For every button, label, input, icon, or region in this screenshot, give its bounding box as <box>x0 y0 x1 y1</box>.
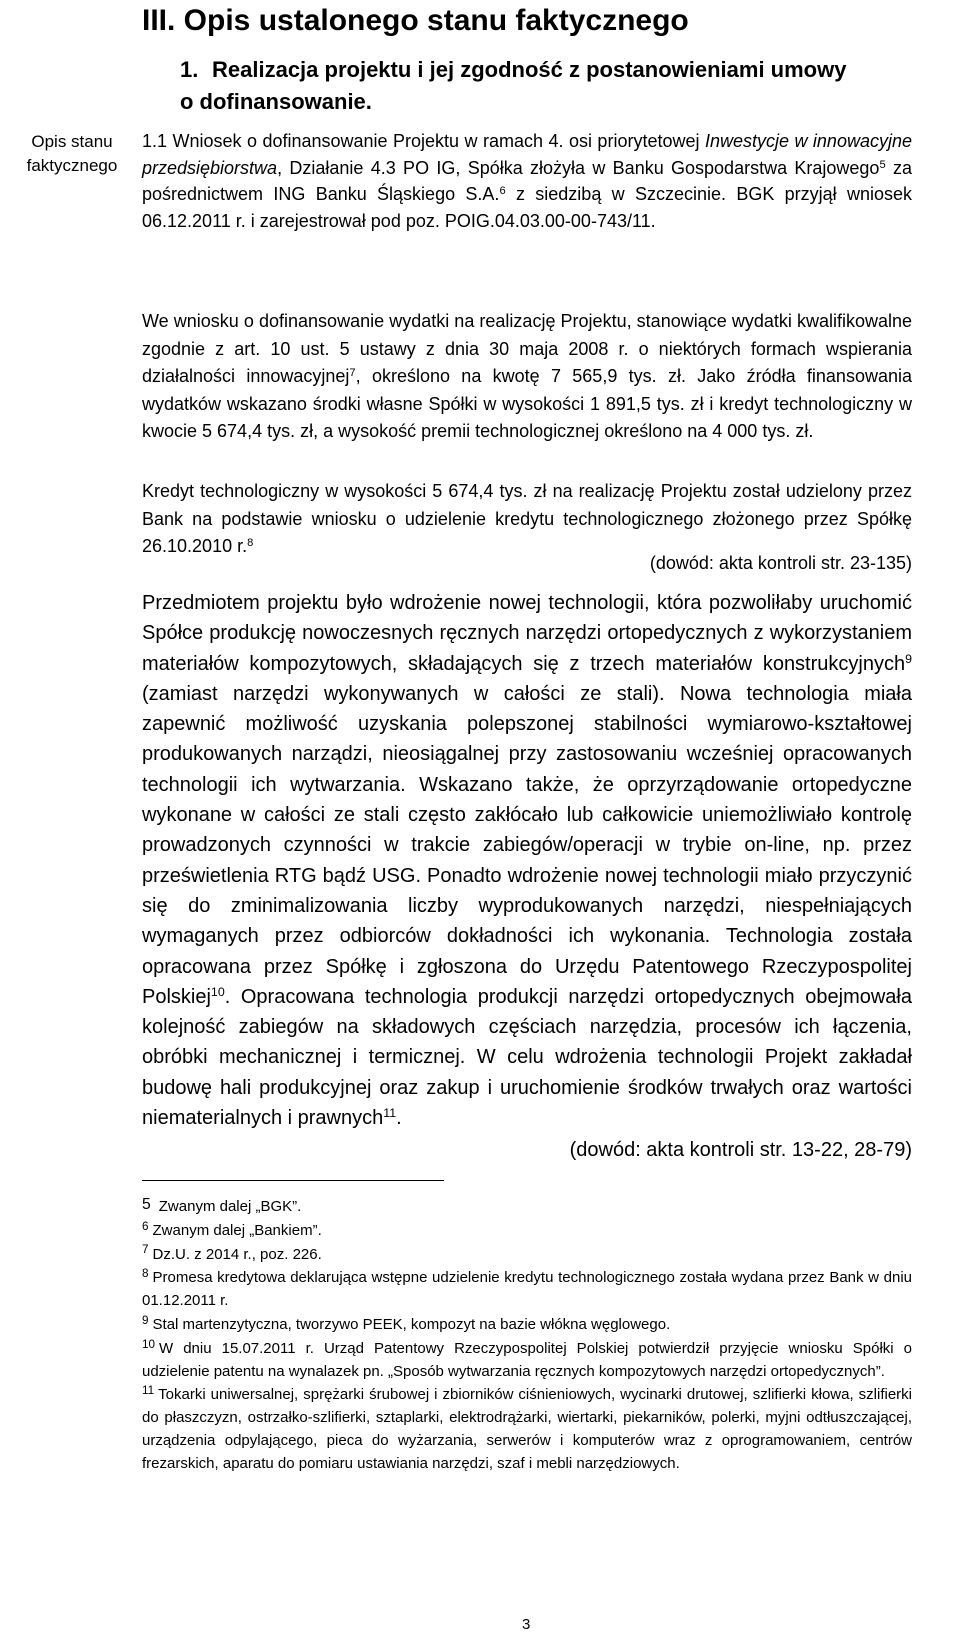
footnote-text: Dz.U. z 2014 r., poz. 226. <box>152 1245 322 1263</box>
para1-text-d: za pośrednictwem ING Banku Śląskiego S.A. <box>142 157 912 204</box>
section-title-line2: o dofinansowanie. <box>180 89 372 114</box>
para1-text-a: 1.1 Wniosek o dofinansowanie Projektu w ramach 4. osi priorytetowej <box>142 131 705 151</box>
footnote-item <box>142 1338 912 1384</box>
footnote-number: 9 <box>142 1313 149 1327</box>
page-number: 3 <box>522 1616 531 1633</box>
footnote-text: Promesa kredytowa deklarująca wstępne udzielenie kredytu technologicznego została wydana przez Bank w dniu 01.12.2011 r. <box>142 1269 912 1310</box>
paragraph-application <box>142 128 912 234</box>
footnote-text: Zwanym dalej „BGK”. <box>158 1198 302 1215</box>
footnote-ref-7[interactable]: 7 <box>349 366 356 379</box>
para4-text-d: . <box>396 1107 402 1130</box>
footnote-number: 10 <box>142 1337 156 1351</box>
para1-text-e: z siedzibą w Szczecinie. BGK przyjął wniosek 06.12.2011 r. i zarejestrował pod poz. POIG.04.03.00-00-743/11. <box>142 184 913 231</box>
section-title <box>180 54 910 118</box>
footnote-ref-9[interactable]: 9 <box>905 651 912 666</box>
para4-text-b: (zamiast narzędzi wykonywanych w całości ze stali). Nowa technologia miała zapewnić możliwość uzyskania polepszonej stabilności wymiarowo-kształtowej produkowanych narządzi, nieosiągalnej przy zastosowaniu wcześniej opracowanych technologii ich wytwarzania. Wskazano także, że oprzyrządowanie ortopedyczne wykonane w całości ze stali często zakłócało lub całkowicie uniemożliwiało kontrolę prowadzonych czynności w trakcie zabiegów/operacji w trybie on-line, np. przez prześwietlenia RTG bądź USG. Ponadto wdrożenie nowej technologii miało przyczynić się do zminimalizowania liczby wyprodukowanych narzędzi, niespełniających wymaganych przez odbiorców dokładności ich wykonania. Technologia została opracowana przez Spółkę i zgłoszona do Urzędu Patentowego Rzeczypospolitej Polskiej <box>142 682 912 1008</box>
footnote-ref-5[interactable]: 5 <box>879 158 886 171</box>
footnote-item <box>142 1267 912 1313</box>
evidence-reference-2: (dowód: akta kontroli str. 13-22, 28-79) <box>569 1139 912 1161</box>
footnote-separator <box>142 1180 444 1181</box>
para2-text-b: , określono na kwotę 7 565,9 tys. zł. Jako źródła finansowania wydatków wskazano środki własne Spółki w wysokości 1 891,5 tys. zł i kredyt technologiczny w kwocie 5 674,4 tys. zł, a wysokość premii technologicznej określono na 4 000 tys. zł. <box>142 366 912 441</box>
footnote-item <box>142 1220 912 1243</box>
footnote-item <box>142 1314 912 1337</box>
section-number: 1. <box>180 57 199 82</box>
para1-axis-name: Inwestycje w innowacyjne przedsiębiorstwa <box>142 131 912 178</box>
footnote-ref-6[interactable]: 6 <box>499 184 506 197</box>
footnote-text: Zwanym dalej „Bankiem”. <box>152 1221 322 1239</box>
section-title-line1: Realizacja projektu i jej zgodność z postanowieniami umowy <box>212 57 847 82</box>
paragraph-project-subject <box>142 588 912 1133</box>
footnote-text: Tokarki uniwersalnej, sprężarki śrubowej i zbiorników ciśnieniowych, wycinarki drutowej, szlifierki kłowa, szlifierki do płaszczyzn, ostrzałko-szlifierki, sztaplarki, elektrodrążarki, wiertarki, piekarników, polerki, myjni odtłuszczającej, urządzenia odpylającego, pieca do wyżarzania, serwerów i komputerów wraz z oprogramowaniem, centrów frezarskich, aparatu do pomiaru ustawiania narzędzi, szaf i mebli narzędziowych. <box>142 1386 912 1472</box>
footnote-ref-10[interactable]: 10 <box>210 985 225 1000</box>
footnote-item <box>142 1244 912 1267</box>
paragraph-expenses <box>142 308 912 446</box>
page-heading: III. Opis ustalonego stanu faktycznego <box>142 4 689 37</box>
footnote-text: W dniu 15.07.2011 r. Urząd Patentowy Rzeczypospolitej Polskiej potwierdził przyjęcie wniosku Spółki o udzielenie patentu na wynalazek pn. „Sposób wytwarzania ręcznych kompozytowych narzędzi ortopedycznych”. <box>142 1339 912 1380</box>
footnote-number: 11 <box>142 1384 155 1398</box>
paragraph-credit <box>142 478 912 561</box>
footnote-number: 7 <box>142 1243 149 1257</box>
para1-text-c: , Działanie 4.3 PO IG, Spółka złożyła w Banku Gospodarstwa Krajowego <box>277 157 880 178</box>
footnote-number: 6 <box>142 1219 149 1233</box>
para3-text-a: Kredyt technologiczny w wysokości 5 674,4 tys. zł na realizację Projektu został udzielony przez Bank na podstawie wniosku o udzielenie kredytu technologicznego złożonego przez Spółkę 26.10.2010 r. <box>142 481 912 556</box>
para4-text-a: Przedmiotem projektu było wdrożenie nowej technologii, która pozwoliłaby uruchomić Spółce produkcję nowoczesnych ręcznych narzędzi ortopedycznych z wykorzystaniem materiałów kompozytowych, składających się z trzech materiałów konstrukcyjnych <box>142 592 912 675</box>
evidence-reference-1: (dowód: akta kontroli str. 23-135) <box>649 553 912 573</box>
para4-text-c: . Opracowana technologia produkcji narzędzi ortopedycznych obejmowała kolejność zabiegów na składowych częściach narzędzia, procesów ich łączenia, obróbki mechanicznej i termicznej. W celu wdrożenia technologii Projekt zakładał budowę hali produkcyjnej oraz zakup i uruchomienie środków trwałych oraz wartości niematerialnych i prawnych <box>142 985 912 1130</box>
footnote-number: 8 <box>142 1267 149 1281</box>
footnote-item <box>142 1384 912 1475</box>
footnote-ref-11[interactable]: 11 <box>383 1106 397 1121</box>
footnote-item <box>142 1196 912 1219</box>
footnotes-list <box>142 1196 912 1477</box>
para2-text-a: We wniosku o dofinansowanie wydatki na realizację Projektu, stanowiące wydatki kwalifikowalne zgodnie z art. 10 ust. 5 ustawy z dnia 30 maja 2008 r. o niektórych formach wspierania działalności innowacyjnej <box>142 311 912 386</box>
footnote-number: 5 <box>142 1196 151 1214</box>
footnote-ref-8[interactable]: 8 <box>247 536 254 549</box>
footnote-text: Stal martenzytyczna, tworzywo PEEK, kompozyt na bazie włókna węglowego. <box>152 1315 671 1333</box>
margin-note: Opis stanu faktycznego <box>26 132 118 175</box>
